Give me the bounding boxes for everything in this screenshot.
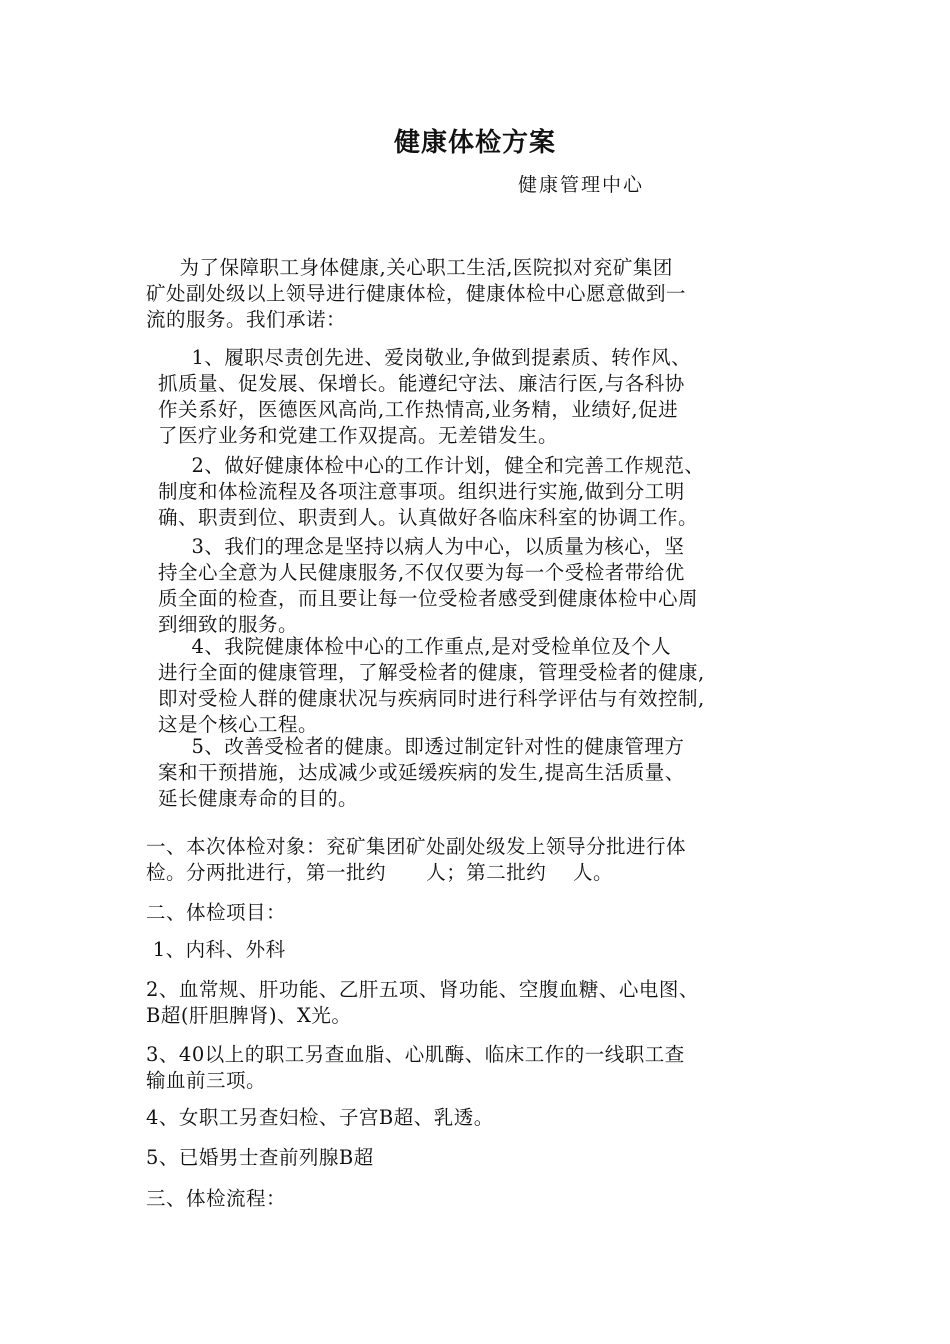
- exam-item-1: 1、内科、外科: [146, 938, 286, 961]
- section-2-heading: 二、体检项目：: [146, 901, 287, 924]
- commitment-item-5: 5、改善受检者的健康。即透过制定针对性的健康管理方 案和干预措施，达成减少或延缓疾病的发生,提高生活质量、 延长健康寿命的目的。: [158, 735, 685, 810]
- exam-item-3: 3、40以上的职工另查血脂、心肌酶、临床工作的一线职工查 输血前三项。: [146, 1043, 685, 1092]
- intro-paragraph: 为了保障职工身体健康,关心职工生活,医院拟对兖矿集团 矿处副处级以上领导进行健康体检，健康体检中心愿意做到一 流的服务。我们承诺：: [146, 256, 687, 331]
- commitment-item-4: 4、我院健康体检中心的工作重点,是对受检单位及个人 进行全面的健康管理，了解受检者的健康，管理受检者的健康, 即对受检人群的健康状况与疾病同时进行科学评估与有效控制, 这是个核心工程。: [158, 635, 705, 736]
- section-1-exam-targets: 一、本次体检对象：兖矿集团矿处副处级发上领导分批进行体 检。分两批进行，第一批约 人；第二批约 人。: [146, 835, 687, 884]
- commitment-item-2: 2、做好健康体检中心的工作计划，健全和完善工作规范、 制度和体检流程及各项注意事项。组织进行实施,做到分工明 确、职责到位、职责到人。认真做好各临床科室的协调工作。: [158, 454, 705, 529]
- section-3-heading: 三、体检流程：: [146, 1187, 287, 1210]
- organization-name: 健康管理中心: [518, 174, 645, 196]
- commitment-item-3: 3、我们的理念是坚持以病人为中心，以质量为核心，坚 持全心全意为人民健康服务,不仅仅要为每一个受检者带给优 质全面的检查，而且要让每一位受检者感受到健康体检中心周 到细致的服务。: [158, 535, 699, 636]
- exam-item-2: 2、血常规、肝功能、乙肝五项、肾功能、空腹血糖、心电图、 B超(肝胆脾肾)、X光。: [146, 978, 699, 1027]
- exam-item-4: 4、女职工另查妇检、子宫B超、乳透。: [146, 1106, 494, 1129]
- commitment-item-1: 1、履职尽责创先进、爱岗敬业,争做到提素质、转作风、 抓质量、促发展、保增长。能遵纪守法、廉洁行医,与各科协 作关系好，医德医风高尚,工作热情高,业务精，业绩好,促进 了医疗业务和党建工作双提高。无差错发生。: [158, 346, 692, 447]
- document-title: 健康体检方案: [393, 128, 556, 158]
- exam-item-5: 5、已婚男士查前列腺B超: [146, 1146, 374, 1169]
